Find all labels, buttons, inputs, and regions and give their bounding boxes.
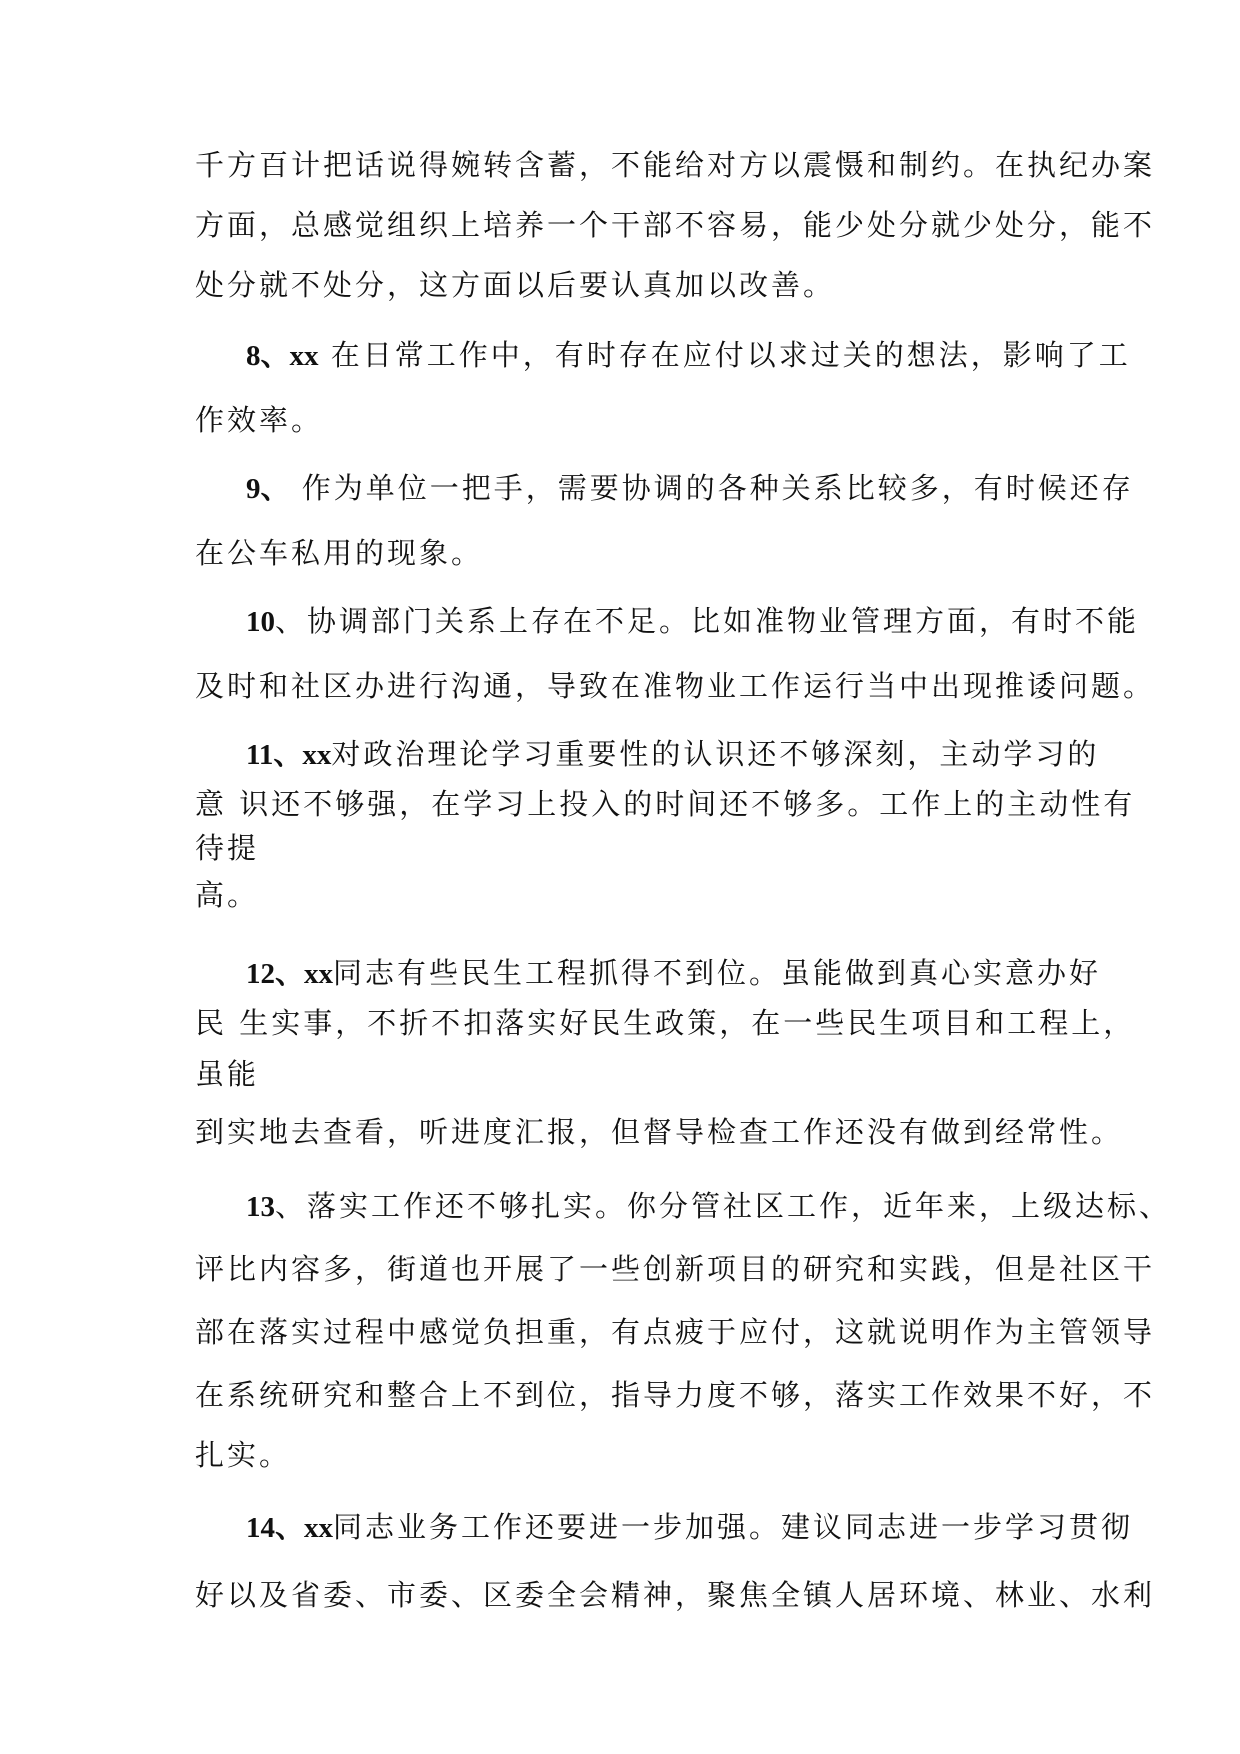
- list-item-13: 13、落实工作还不够扎实。你分管社区工作，近年来，上级达标、: [246, 1189, 1172, 1223]
- text-line: 千方百计把话说得婉转含蓄，不能给对方以震慑和制约。在执纪办案: [195, 148, 1156, 182]
- text-line: 处分就不处分，这方面以后要认真加以改善。: [195, 268, 836, 302]
- list-item-10: 10、协调部门关系上存在不足。比如准物业管理方面，有时不能: [246, 604, 1140, 638]
- text-line: 好以及省委、市委、区委全会精神，聚焦全镇人居环境、林业、水利: [195, 1578, 1156, 1612]
- text-line: 在公车私用的现象。: [195, 536, 484, 570]
- text-line: 待提: [195, 831, 260, 865]
- item-number: 8、xx: [246, 340, 319, 372]
- list-item-8: 8、xx 在日常工作中，有时存在应付以求过关的想法，影响了工: [246, 338, 1131, 372]
- text-line: 部在落实过程中感觉负担重，有点疲于应付，这就说明作为主管领导: [195, 1315, 1156, 1349]
- text-line: 评比内容多，街道也开展了一些创新项目的研究和实践，但是社区干: [195, 1252, 1156, 1286]
- text-line: 意 识还不够强，在学习上投入的时间还不够多。工作上的主动性有: [195, 787, 1136, 821]
- text-line: 方面，总感觉组织上培养一个干部不容易，能少处分就少处分，能不: [195, 208, 1156, 242]
- list-item-12: 12、xx同志有些民生工程抓得不到位。虽能做到真心实意办好: [246, 956, 1102, 990]
- item-number: 14、xx: [246, 1512, 334, 1544]
- list-item-11: 11、xx对政治理论学习重要性的认识还不够深刻，主动学习的: [246, 737, 1100, 771]
- item-number: 9、: [246, 473, 290, 505]
- text-line: 作效率。: [195, 403, 324, 437]
- list-item-14: 14、xx同志业务工作还要进一步加强。建议同志进一步学习贯彻: [246, 1510, 1134, 1544]
- item-number: 13: [246, 1191, 275, 1223]
- text-line: 虽能: [195, 1057, 260, 1091]
- text-line: 到实地去查看，听进度汇报，但督导检查工作还没有做到经常性。: [195, 1115, 1124, 1149]
- text-line: 在系统研究和整合上不到位，指导力度不够，落实工作效果不好，不: [195, 1378, 1156, 1412]
- text-line: 及时和社区办进行沟通，导致在准物业工作运行当中出现推诿问题。: [195, 669, 1156, 703]
- item-number: 10: [246, 606, 275, 638]
- list-item-9: 9、 作为单位一把手，需要协调的各种关系比较多，有时候还存: [246, 471, 1134, 505]
- item-number: 12、xx: [246, 958, 334, 990]
- item-number: 11、xx: [246, 739, 332, 771]
- text-line: 扎实。: [195, 1438, 292, 1472]
- text-line: 高。: [195, 878, 260, 912]
- text-line: 民 生实事，不折不扣落实好民生政策，在一些民生项目和工程上，: [195, 1006, 1136, 1040]
